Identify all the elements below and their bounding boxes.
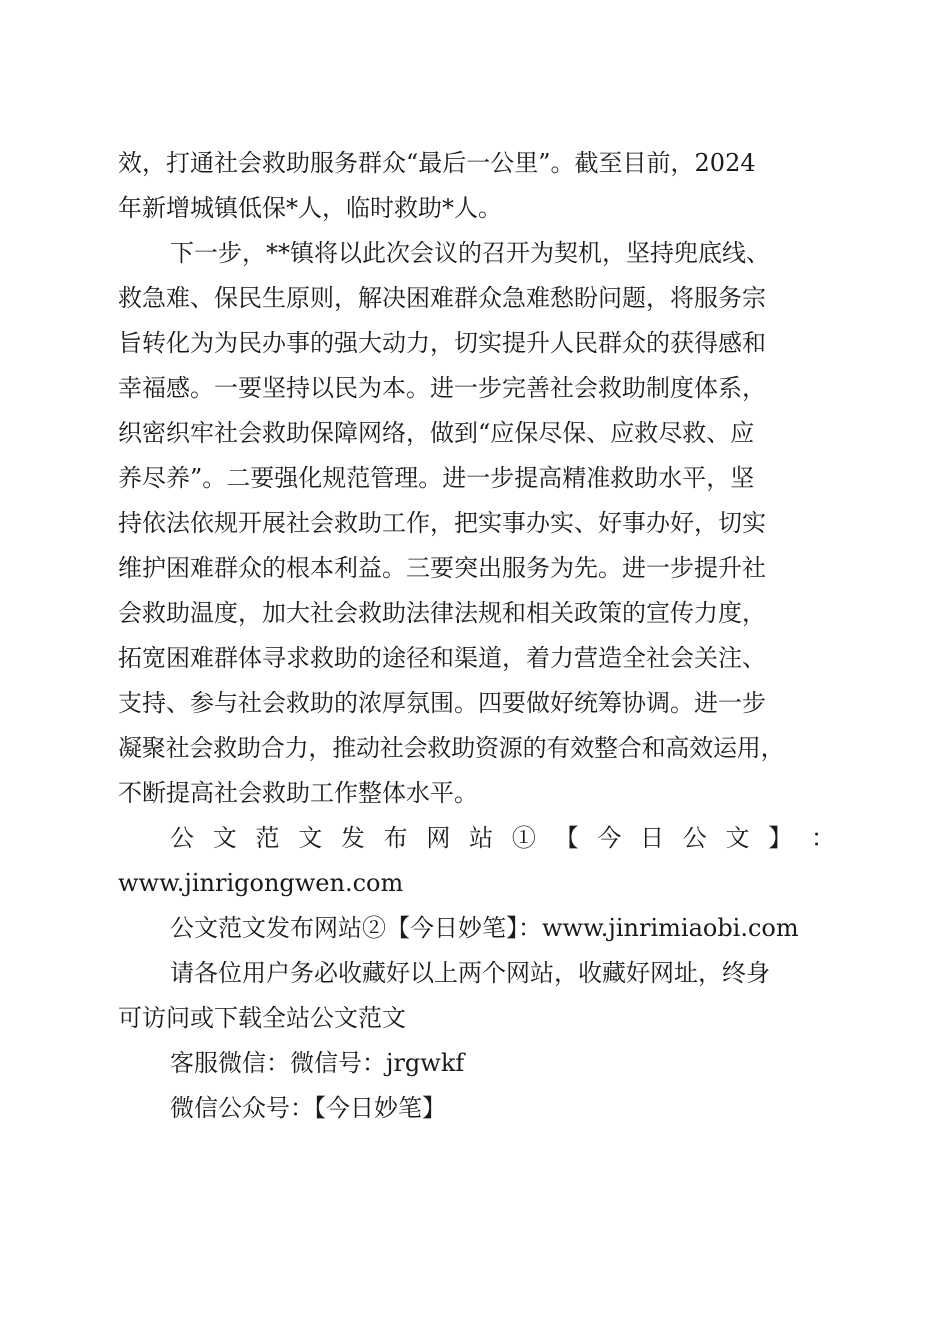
paragraph-line: 效，打通社会救助服务群众“最后一公里”。截至目前，2024: [118, 149, 756, 177]
paragraph-line: 下一步，**镇将以此次会议的召开为契机，坚持兜底线、: [170, 239, 770, 267]
website-1-line: 公 文 范 文 发 布 网 站 ① 【 今 日 公 文 】 ：: [170, 824, 835, 852]
paragraph-line: 支持、参与社会救助的浓厚氛围。四要做好统筹协调。进一步: [118, 689, 766, 717]
paragraph-line: 持依法依规开展社会救助工作，把实事办实、好事办好，切实: [118, 509, 766, 537]
bookmark-notice: 可访问或下载全站公文范文: [118, 1004, 406, 1032]
paragraph-line: 旨转化为为民办事的强大动力，切实提升人民群众的获得感和: [118, 329, 766, 357]
website-1-url[interactable]: www.jinrigongwen.com: [118, 869, 404, 897]
bookmark-notice: 请各位用户务必收藏好以上两个网站，收藏好网址，终身: [170, 959, 770, 987]
paragraph-line: 凝聚社会救助合力，推动社会救助资源的有效整合和高效运用，: [118, 734, 785, 762]
paragraph-line: 拓宽困难群体寻求救助的途径和渠道，着力营造全社会关注、: [118, 644, 766, 672]
customer-service-wechat: 客服微信：微信号：jrgwkf: [170, 1049, 465, 1077]
paragraph-line: 救急难、保民生原则，解决困难群众急难愁盼问题，将服务宗: [118, 284, 766, 312]
paragraph-line: 年新增城镇低保*人，临时救助*人。: [118, 194, 502, 222]
paragraph-line: 幸福感。一要坚持以民为本。进一步完善社会救助制度体系，: [118, 374, 766, 402]
paragraph-line: 会救助温度，加大社会救助法律法规和相关政策的宣传力度，: [118, 599, 766, 627]
paragraph-line: 维护困难群众的根本利益。三要突出服务为先。进一步提升社: [118, 554, 766, 582]
website-2-line[interactable]: 公文范文发布网站②【今日妙笔】：www.jinrimiaobi.com: [170, 914, 799, 942]
paragraph-line: 不断提高社会救助工作整体水平。: [118, 779, 478, 807]
wechat-official-account: 微信公众号：【今日妙笔】: [170, 1094, 446, 1122]
paragraph-line: 织密织牢社会救助保障网络，做到“应保尽保、应救尽救、应: [118, 419, 755, 447]
paragraph-line: 养尽养”。二要强化规范管理。进一步提高精准救助水平，坚: [118, 464, 755, 492]
